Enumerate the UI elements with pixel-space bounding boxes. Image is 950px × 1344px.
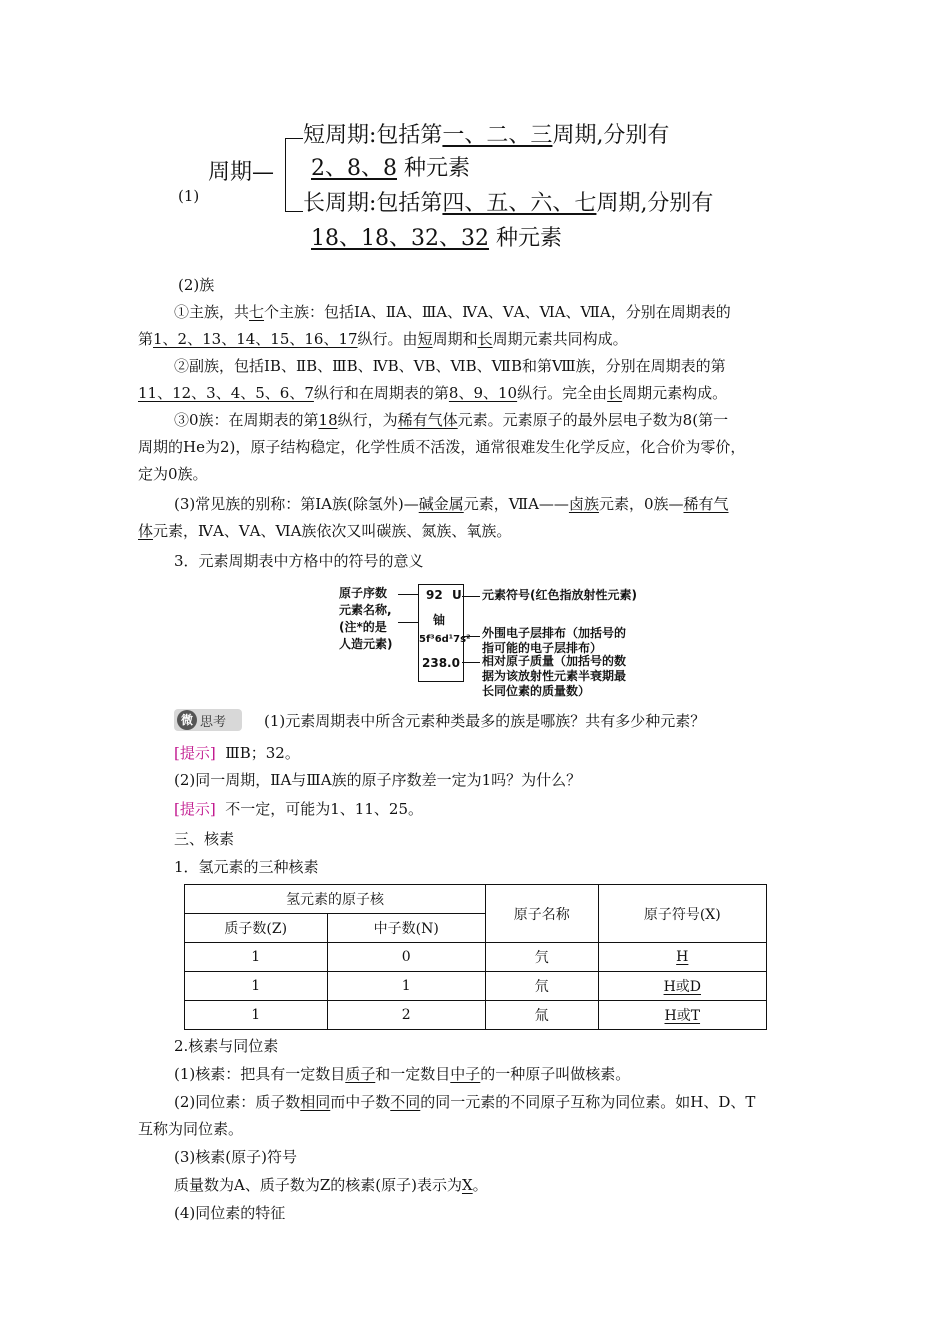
period-title: 周期— (208, 160, 275, 185)
isotope-definition: (2)同位素：质子数相同而中子数不同的同一元素的不同原子互称为同位素。如H、D、T (174, 1093, 756, 1111)
zero-group-line2: 周期的He为2)，原子结构稳定，化学性质不活泼，通常很难发生化学反应，化合价为零价， (138, 438, 746, 456)
cell-symbol: H (676, 949, 689, 965)
diagram-element-name: 铀 (433, 613, 446, 627)
diagram-atomic-number: 92 (426, 588, 443, 602)
nuclide-heading: 三、核素 (174, 830, 235, 848)
hydrogen-nuclide-table (184, 884, 767, 1030)
short-period-line: 短周期:包括第一、二、三周期,分别有 (303, 123, 670, 148)
brace-bottom (285, 211, 303, 212)
diagram-note-mass-3: 长同位素的质量数） (482, 684, 591, 698)
main-group-line1: ①主族，共七个主族：包括ⅠA、ⅡA、ⅢA、ⅣA、ⅤA、ⅥA、ⅦA，分别在周期表的 (174, 303, 731, 321)
think-question-1: (1)元素周期表中所含元素种类最多的族是哪族？共有多少种元素？ (264, 712, 706, 730)
table-header-name: 原子名称 (485, 885, 598, 943)
diagram-note-mass: 相对原子质量（加括号的数 (482, 654, 627, 668)
long-period-counts: 18、18、32、32 种元素 (311, 226, 562, 251)
diagram-label-element-name: 元素名称, (339, 603, 392, 617)
cell-symbol: H或T (664, 1008, 701, 1024)
think-badge-label: 思考 (200, 715, 227, 730)
diagram-note-symbol: 元素符号(红色指放射性元素) (482, 588, 637, 602)
diagram-symbol: U (452, 588, 462, 602)
table-header-proton: 质子数(Z) (185, 914, 328, 943)
long-period-line: 长周期:包括第四、五、六、七周期,分别有 (303, 191, 714, 216)
zero-group-line3: 定为0族。 (138, 465, 208, 483)
think-badge (174, 709, 242, 731)
cell-proton: 1 (185, 943, 328, 972)
table-row (185, 943, 767, 972)
sub-group-line1: ②副族，包括ⅠB、ⅡB、ⅢB、ⅣB、ⅤB、ⅥB、ⅦB和第Ⅷ族，分别在周期表的第 (174, 357, 726, 375)
cell-proton: 1 (185, 972, 328, 1001)
diagram-label-atomic-number: 原子序数 (339, 586, 388, 600)
nuclide-symbol-heading: (3)核素(原子)符号 (174, 1148, 297, 1166)
diagram-note-config: 外围电子层排布（加括号的 (482, 626, 627, 640)
diagram-connector (462, 596, 480, 597)
cell-proton: 1 (185, 1001, 328, 1030)
nuclide-subheading: 1．氢元素的三种核素 (174, 858, 319, 876)
diagram-electron-config: 5f³6d¹7s² (419, 634, 471, 645)
nuclide-symbol-text: 质量数为A、质子数为Z的核素(原子)表示为X。 (174, 1176, 488, 1194)
short-period-counts: 2、8、8 种元素 (311, 156, 470, 181)
diagram-connector (398, 594, 418, 595)
nuclide-isotope-heading: 2.核素与同位素 (174, 1037, 279, 1055)
diagram-note-config-2: 指可能的电子层排布） (482, 641, 603, 655)
diagram-atomic-mass: 238.0 (422, 656, 460, 670)
hint-1: [提示] ⅢB；32。 (174, 744, 300, 762)
sub-group-line2: 11、12、3、4、5、6、7纵行和在周期表的第8、9、10纵行。完全由长周期元素构成。 (138, 384, 728, 402)
section3-heading: 3．元素周期表中方格中的符号的意义 (174, 552, 424, 570)
diagram-connector (462, 636, 480, 637)
cell-name: 氘 (485, 972, 598, 1001)
cell-name: 氚 (485, 1001, 598, 1030)
hint-2: [提示] 不一定，可能为1、11、25。 (174, 800, 423, 818)
think-question-2: (2)同一周期，ⅡA与ⅢA族的原子序数差一定为1吗？为什么？ (174, 771, 582, 789)
think-badge-icon: 微 (177, 710, 197, 730)
isotope-definition-cont: 互称为同位素。 (138, 1120, 244, 1138)
diagram-label-note-2: 人造元素) (339, 637, 393, 651)
main-group-line2: 第1、2、13、14、15、16、17纵行。由短周期和长周期元素共同构成。 (138, 330, 628, 348)
diagram-connector (462, 662, 480, 663)
table-header-symbol: 原子符号(X) (598, 885, 766, 943)
alias-line2: 体元素，ⅣA、ⅤA、ⅥA族依次又叫碳族、氮族、氧族。 (138, 522, 512, 540)
cell-neutron: 1 (327, 972, 485, 1001)
diagram-connector (398, 622, 418, 623)
period-brace (285, 138, 286, 211)
table-row (185, 972, 767, 1001)
cell-symbol: H或D (663, 979, 701, 995)
table-row (185, 1001, 767, 1030)
table-header-nucleus: 氢元素的原子核 (185, 885, 486, 914)
cell-neutron: 2 (327, 1001, 485, 1030)
diagram-label-note: (注*的是 (339, 620, 387, 634)
nuclide-definition: (1)核素：把具有一定数目质子和一定数目中子的一种原子叫做核素。 (174, 1065, 631, 1083)
diagram-note-mass-2: 据为该放射性元素半衰期最 (482, 669, 627, 683)
table-header-neutron: 中子数(N) (327, 914, 485, 943)
alias-line1: (3)常见族的别称：第ⅠA族(除氢外)—碱金属元素，ⅦA——卤族元素，0族—稀有气 (174, 495, 729, 513)
period-label: (1) (178, 187, 200, 205)
groups-heading: (2)族 (178, 276, 215, 294)
isotope-features-heading: (4)同位素的特征 (174, 1204, 286, 1222)
zero-group-line1: ③0族：在周期表的第18纵行，为稀有气体元素。元素原子的最外层电子数为8(第一 (174, 411, 729, 429)
cell-neutron: 0 (327, 943, 485, 972)
brace-top (285, 138, 303, 139)
cell-name: 氕 (485, 943, 598, 972)
